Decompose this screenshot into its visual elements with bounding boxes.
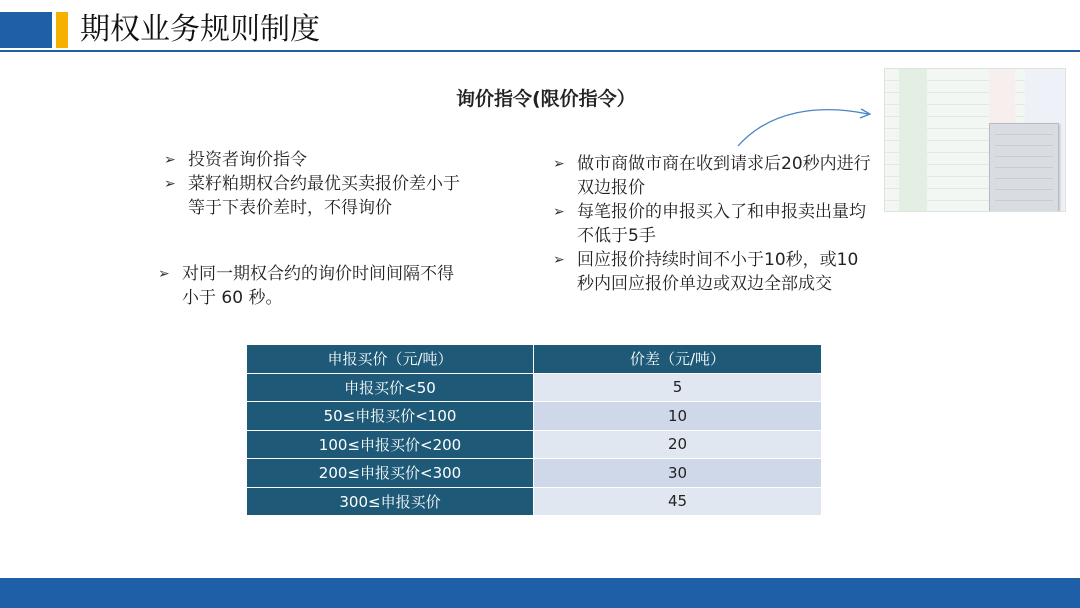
trading-screenshot-thumbnail [884,68,1066,212]
list-item [158,262,458,310]
table-cell: 50≤申报买价<100 [247,402,534,431]
curved-arrow-icon [730,100,880,150]
table-row [247,402,822,431]
table-cell: 45 [534,487,822,516]
bullet-text: 投资者询价指令 [188,150,307,170]
header-blue-block [0,12,52,48]
table-row [247,430,822,459]
bullet-text: 回应报价持续时间不小于10秒，或10秒内回应报价单边或双边全部成交 [577,250,859,294]
left-bullet-list [164,148,464,220]
list-item [164,148,464,172]
list-item [553,248,873,296]
arrow-bullet-icon: ➢ [158,266,170,282]
header-divider [0,50,1080,52]
footer-bar [0,578,1080,608]
left-bullet-list-2 [158,262,458,310]
bullet-text: 每笔报价的申报买入了和申报卖出量均不低于5手 [577,202,866,246]
header-gold-block [56,12,68,48]
table-cell: 10 [534,402,822,431]
table-cell: 20 [534,430,822,459]
arrow-bullet-icon: ➢ [553,204,565,220]
column-header: 申报买价（元/吨） [247,345,534,374]
column-header: 价差（元/吨） [534,345,822,374]
context-menu [989,123,1059,212]
table-cell: 200≤申报买价<300 [247,459,534,488]
arrow-bullet-icon: ➢ [164,176,176,192]
table-header-row [247,345,822,374]
arrow-bullet-icon: ➢ [553,156,565,172]
table-row [247,459,822,488]
bullet-text: 对同一期权合约的询价时间间隔不得小于 60 秒。 [182,264,454,308]
table-cell: 300≤申报买价 [247,487,534,516]
table-cell: 30 [534,459,822,488]
table-row [247,487,822,516]
table-row [247,373,822,402]
list-item [553,152,873,200]
table-cell: 100≤申报买价<200 [247,430,534,459]
arrow-bullet-icon: ➢ [553,252,565,268]
list-item [553,200,873,248]
bullet-text: 做市商做市商在收到请求后20秒内进行双边报价 [577,154,871,198]
list-item [164,172,464,220]
bid-ask-spread-table [246,344,822,516]
bullet-text: 菜籽粕期权合约最优买卖报价差小于等于下表价差时，不得询价 [188,174,460,218]
arrow-bullet-icon: ➢ [164,152,176,168]
page-title: 期权业务规则制度 [80,12,320,47]
table-cell: 申报买价<50 [247,373,534,402]
table-cell: 5 [534,373,822,402]
section-subtitle: 询价指令(限价指令） [456,88,636,110]
right-bullet-list [553,152,873,296]
